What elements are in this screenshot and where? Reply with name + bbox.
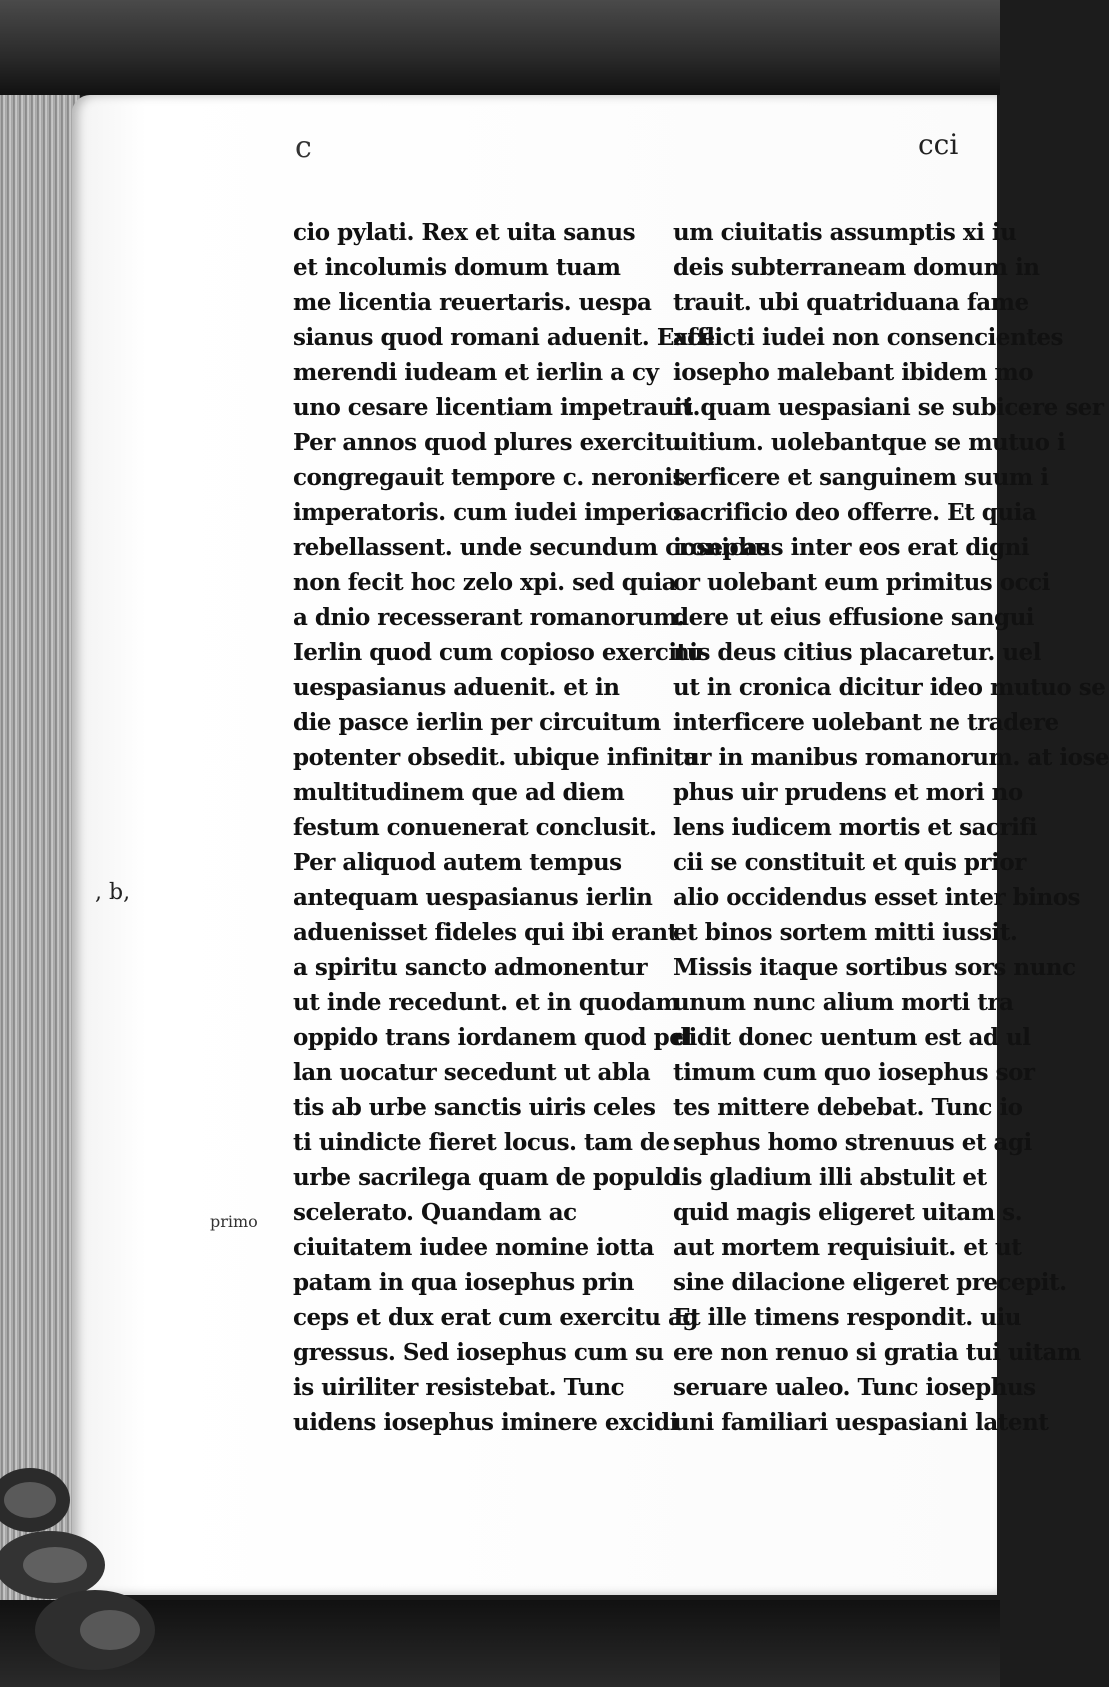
text-line: scelerato. Quandam ac (293, 1199, 577, 1226)
book-page-edges (0, 95, 80, 1600)
text-line: aduenisset fideles qui ibi erant (293, 919, 678, 946)
running-header-left: c (295, 130, 312, 165)
text-line: a spiritu sancto admonentur (293, 954, 648, 981)
text-line: potenter obsedit. ubique infinita (293, 744, 698, 771)
top-board-background (0, 0, 1000, 95)
text-line: ut inde recedunt. et in quodam (293, 989, 680, 1016)
text-line: antequam uespasianus ierlin (293, 884, 653, 911)
text-line: ti uindicte fieret locus. tam de (293, 1129, 670, 1156)
text-line: sacrificio deo offerre. Et quia (673, 499, 1037, 526)
margin-note: , b, (95, 880, 131, 905)
text-line: cio pylati. Rex et uita sanus (293, 219, 636, 246)
text-line: terficere et sanguinem suum i (673, 464, 1049, 491)
text-line: Per aliquod autem tempus (293, 849, 622, 876)
text-line: ere non renuo si gratia tui uitam (673, 1339, 1081, 1366)
text-line: lan uocatur secedunt ut abla (293, 1059, 651, 1086)
text-line: oppido trans iordanem quod pel (293, 1024, 692, 1051)
text-line: et incolumis domum tuam (293, 254, 621, 281)
text-line: didit donec uentum est ad ul (673, 1024, 1031, 1051)
text-line: lens iudicem mortis et sacrifi (673, 814, 1038, 841)
text-line: seruare ualeo. Tunc iosephus (673, 1374, 1036, 1401)
text-line: quid magis eligeret uitam s. (673, 1199, 1023, 1226)
text-line: tur in manibus romanorum. at iose (673, 744, 1109, 771)
text-line: cii se constituit et quis prior (673, 849, 1026, 876)
text-line: urbe sacrilega quam de populo (293, 1164, 679, 1191)
text-line: multitudinem que ad diem (293, 779, 625, 806)
text-line: sianus quod romani aduenit. Exce (293, 324, 715, 351)
text-line: patam in qua iosephus prin (293, 1269, 634, 1296)
margin-note: primo (210, 1212, 258, 1231)
text-line: uitium. uolebantque se mutuo i (673, 429, 1066, 456)
text-line: congregauit tempore c. neronis (293, 464, 685, 491)
text-line: iosephus inter eos erat digni (673, 534, 1030, 561)
text-line: uidens iosephus iminere excidi (293, 1409, 678, 1436)
text-line: Per annos quod plures exercitu (293, 429, 681, 456)
text-line: tis ab urbe sanctis uiris celes (293, 1094, 656, 1121)
text-line: gressus. Sed iosephus cum su (293, 1339, 664, 1366)
folio-number: cci (918, 128, 959, 161)
text-line: um ciuitatis assumptis xi iu (673, 219, 1017, 246)
text-line: tes mittere debebat. Tunc io (673, 1094, 1023, 1121)
text-line: dere ut eius effusione sangui (673, 604, 1035, 631)
text-line: ri quam uespasiani se subicere ser (673, 394, 1104, 421)
text-line: ut in cronica dicitur ideo mutuo se (673, 674, 1106, 701)
text-line: uni familiari uespasiani latent (673, 1409, 1049, 1436)
text-line: Missis itaque sortibus sors nunc (673, 954, 1076, 981)
text-line: or uolebant eum primitus occi (673, 569, 1050, 596)
text-line: nis deus citius placaretur. uel (673, 639, 1041, 666)
text-line: unum nunc alium morti tra (673, 989, 1014, 1016)
right-text-column (673, 215, 1109, 1440)
text-line: is uiriliter resistebat. Tunc (293, 1374, 625, 1401)
text-line: et binos sortem mitti iussit. (673, 919, 1018, 946)
text-line: merendi iudeam et ierlin a cy (293, 359, 659, 386)
text-line: lis gladium illi abstulit et (673, 1164, 987, 1191)
text-line: aut mortem requisiuit. et ut (673, 1234, 1022, 1261)
text-line: die pasce ierlin per circuitum (293, 709, 661, 736)
text-line: ciuitatem iudee nomine iotta (293, 1234, 654, 1261)
text-line: me licentia reuertaris. uespa (293, 289, 652, 316)
text-line: Et ille timens respondit. uiu (673, 1304, 1022, 1331)
text-line: deis subterraneam domum in (673, 254, 1040, 281)
text-line: trauit. ubi quatriduana fame (673, 289, 1029, 316)
text-line: alio occidendus esset inter binos (673, 884, 1080, 911)
text-line: iosepho malebant ibidem mo (673, 359, 1034, 386)
text-line: phus uir prudens et mori no (673, 779, 1023, 806)
text-line: sine dilacione eligeret precepit. (673, 1269, 1067, 1296)
text-line: Ierlin quod cum copioso exercitu (293, 639, 704, 666)
text-line: festum conuenerat conclusit. (293, 814, 657, 841)
text-line: non fecit hoc zelo xpi. sed quia (293, 569, 677, 596)
text-line: imperatoris. cum iudei imperio (293, 499, 681, 526)
text-line: a dnio recesserant romanorum. (293, 604, 685, 631)
hand-image (0, 1460, 160, 1687)
text-line: interficere uolebant ne tradere (673, 709, 1059, 736)
text-line: sephus homo strenuus et agi (673, 1129, 1032, 1156)
text-line: afflicti iudei non consencientes (673, 324, 1063, 351)
left-text-column (293, 215, 770, 1440)
text-line: uespasianus aduenit. et in (293, 674, 620, 701)
text-line: timum cum quo iosephus sor (673, 1059, 1035, 1086)
text-line: uno cesare licentiam impetrauit. (293, 394, 701, 421)
text-line: rebellassent. unde secundum cronicas (293, 534, 770, 561)
text-line: ceps et dux erat cum exercitu ag (293, 1304, 698, 1331)
